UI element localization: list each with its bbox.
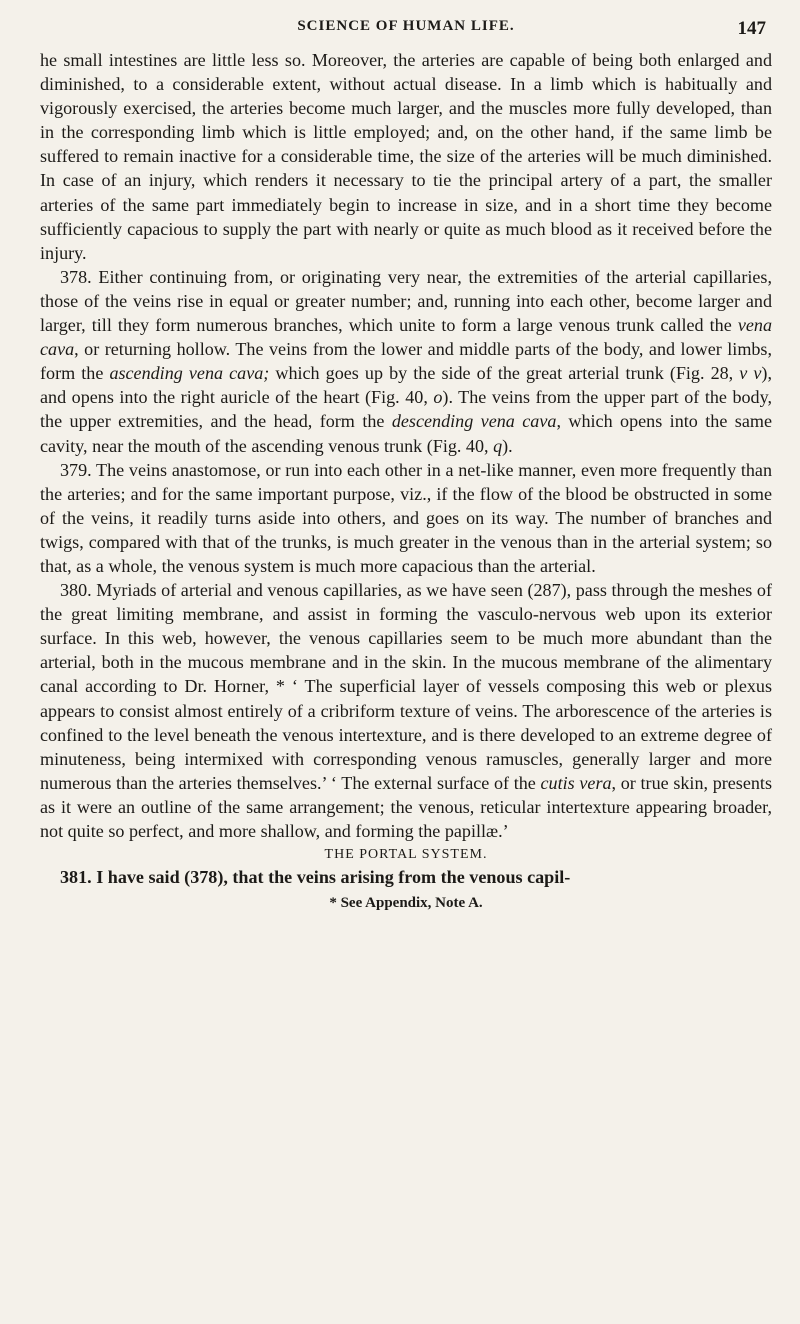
paragraph-379: 379. The veins anastomose, or run into each other in a net-like manner, even more frequently than the arteries; and for the same important purpose, viz., if the flow of the blood be obstructed in some of the veins, it readily turns aside into others, and goes on its way. The number of branches and twigs, compared with that of the trunks, is much greater in the venous than in the arterial system; so that, as a whole, the venous system is much more capacious than the arterial. xyxy=(40,459,772,576)
paragraph-378: 378. Either continuing from, or originating very near, the extremities of the arterial capillaries, those of the veins rise in equal or greater number; and, running into each other, become larger and larger, till they form numerous branches, which unite to form a large venous trunk called the vena cava, or returning hollow. The veins from the lower and middle parts of the body, and lower limbs, form the ascending vena cava; which goes up by the side of the great arterial trunk (Fig. 28, v v), and opens into the right auricle of the heart (Fig. 40, o). The veins from the upper part of the body, the upper extremities, and the head, form the descending vena cava, which opens into the same cavity, near the mouth of the ascending venous trunk (Fig. 40, q). xyxy=(40,266,772,456)
footnote: * See Appendix, Note A. xyxy=(329,895,483,912)
page-number: 147 xyxy=(737,18,766,39)
running-head: SCIENCE OF HUMAN LIFE. xyxy=(297,18,515,34)
page-header xyxy=(40,18,772,48)
paragraph-380: 380. Myriads of arterial and venous capillaries, as we have seen (287), pass through the meshes of the great limiting membrane, and assist in forming the vasculo-nervous web upon its exterior surface. In this web, however, the venous capillaries seem to be much more abundant than the arterial, both in the mucous membrane and in the skin. In the mucous membrane of the alimentary canal according to Dr. Horner, * ‘ The superficial layer of vessels composing this web or plexus appears to consist almost entirely of a cribriform texture of veins. The arborescence of the arteries is confined to the level beneath the venous intertexture, and is there developed to an extreme degree of minuteness, being intermixed with corresponding venous ramuscles, generally larger and more numerous than the arteries themselves.’ ‘ The external surface of the cutis vera, or true skin, presents as it were an outline of the same arrangement; the venous, reticular intertexture appearing broader, not quite so perfect, and more shallow, and forming the papillæ.’ xyxy=(40,580,772,841)
section-heading: THE PORTAL SYSTEM. xyxy=(324,847,488,863)
paragraph-381: 381. I have said (378), that the veins arising from the venous capil- xyxy=(60,867,571,888)
page-body xyxy=(40,48,772,915)
paragraph-intro: he small intestines are little less so. Moreover, the arteries are capable of being both enlarged and diminished, to a considerable extent, without actual disease. In a limb which is habitually and vigorously exercised, the arteries become much larger, and the muscles more fully developed, than in the corresponding limb which is little employed; and, on the other hand, if the same limb be suffered to remain inactive for a considerable time, the size of the arteries will be much diminished. In case of an injury, which renders it necessary to tie the principal artery of a part, the smaller arteries of the same part immediately begin to increase in size, and in a short time they become sufficiently capacious to supply the part with nearly or quite as much blood as it received before the injury. xyxy=(40,50,772,263)
